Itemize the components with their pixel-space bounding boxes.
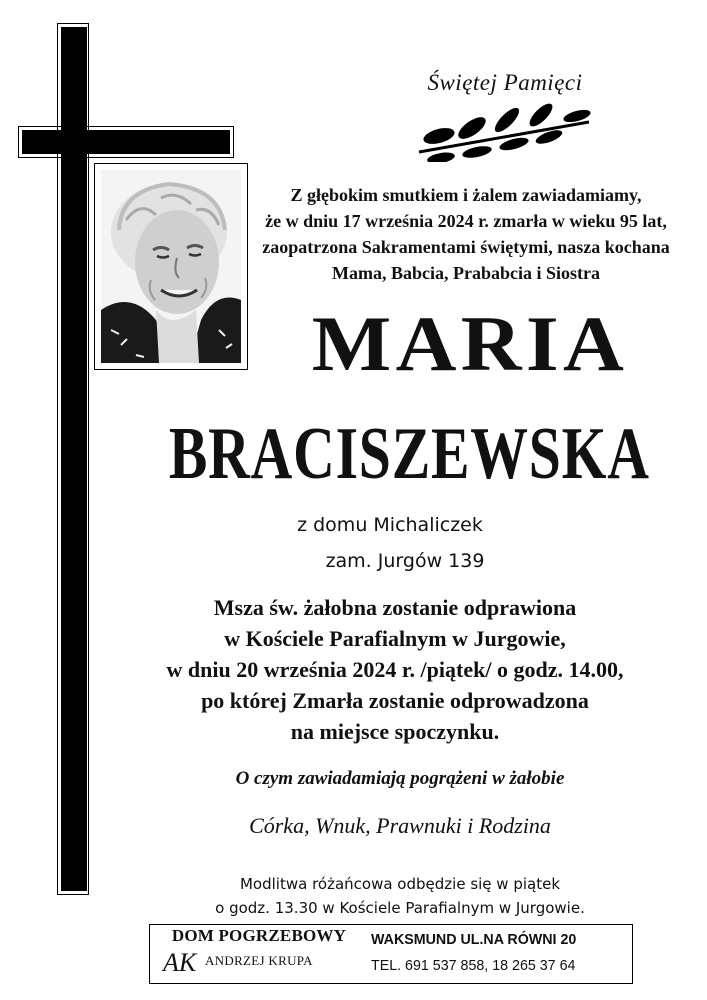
rosary-line: Modlitwa różańcowa odbędzie się w piątek [239, 875, 561, 893]
laurel-branch-icon [417, 102, 592, 162]
portrait-photo [101, 170, 241, 363]
in-memory-heading: Świętej Pamięci [427, 70, 583, 95]
mass-line: na miejsce spoczynku. [290, 719, 500, 744]
mass-line: w Kościele Parafialnym w Jurgowie, [224, 626, 566, 651]
announcement-intro [250, 182, 682, 286]
rosary-information [110, 872, 690, 920]
deceased-last-name: BRACISZEWSKA [168, 413, 650, 495]
maiden-name: z domu Michaliczek [297, 514, 483, 536]
intro-line: Mama, Babcia, Prababcia i Siostra [332, 263, 600, 283]
ak-logo-icon [161, 947, 205, 977]
residence: zam. Jurgów 139 [325, 550, 485, 572]
mass-line: Msza św. żałobna zostanie odprawiona [213, 595, 577, 620]
funeral-home-name: DOM POGRZEBOWY [171, 926, 347, 945]
rosary-line: o godz. 13.30 w Kościele Parafialnym w Jurgowie. [215, 899, 585, 917]
intro-line: Z głębokim smutkiem i żalem zawiadamiamy, [290, 185, 642, 205]
intro-line: zaopatrzona Sakramentami świętymi, nasza kochana [262, 237, 670, 257]
mass-line: w dniu 20 września 2024 r. /piątek/ o godz. 14.00, [166, 657, 624, 682]
funeral-home-address: WAKSMUND UL.NA RÓWNI 20 [371, 931, 577, 948]
funeral-home-phone: TEL. 691 537 858, 18 265 37 64 [371, 957, 576, 974]
mass-line: po której Zmarła zostanie odprowadzona [201, 688, 589, 713]
cross-vertical-beam [61, 27, 87, 891]
mass-information [95, 592, 695, 747]
intro-line: że w dniu 17 września 2024 r. zmarła w wieku 95 lat, [265, 211, 667, 231]
funeral-director: ANDRZEJ KRUPA [205, 953, 313, 968]
cross-horizontal-beam [22, 130, 230, 154]
logo-text: AK [163, 948, 197, 977]
mourners-names: Córka, Wnuk, Prawnuki i Rodzina [249, 813, 551, 838]
deceased-first-name: MARIA [311, 300, 629, 387]
mourners-intro: O czym zawiadamiają pogrążeni w żałobie [235, 768, 565, 789]
